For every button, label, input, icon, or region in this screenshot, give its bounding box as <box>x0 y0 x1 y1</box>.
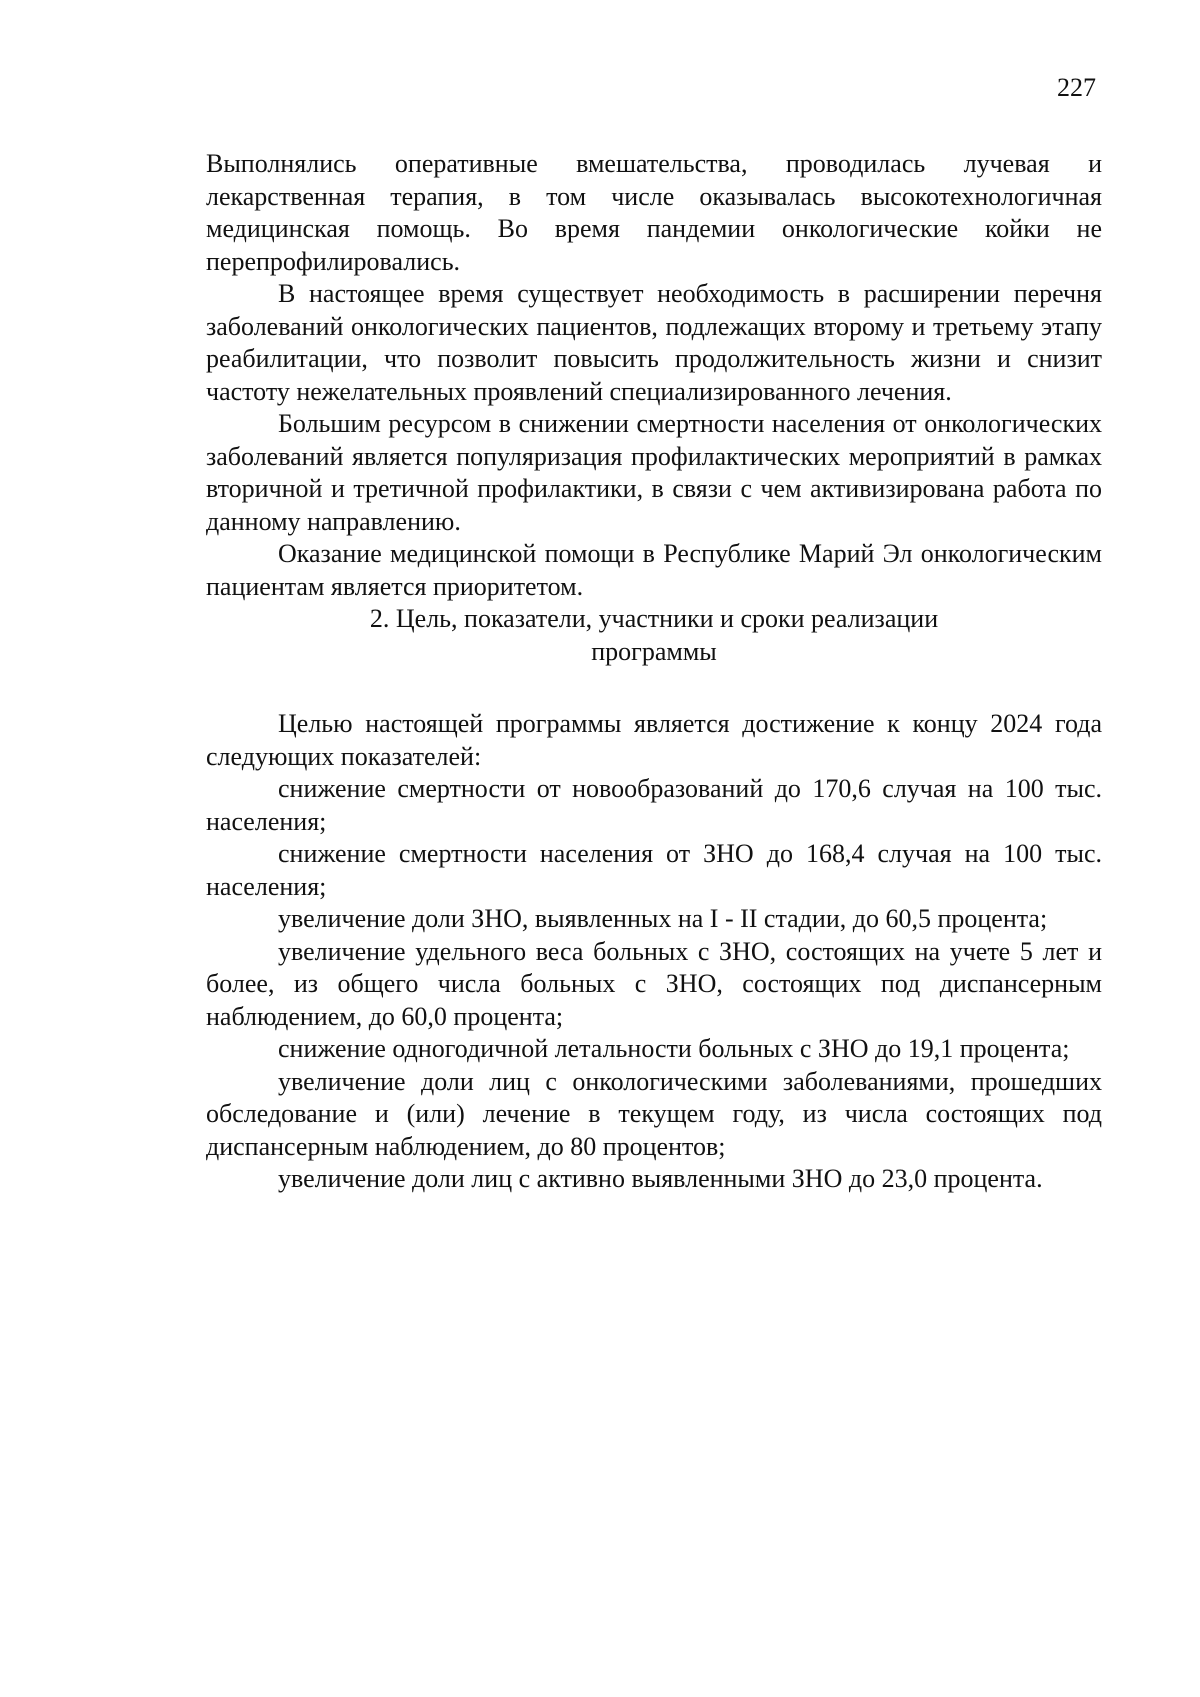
paragraph-intro-2: В настоящее время существует необходимость в расширении перечня заболеваний онкологических пациентов, подлежащих второму и третьему этапу реабилитации, что позволит повысить продолжительность жизни и снизит частоту нежелательных проявлений специализированного лечения. <box>206 279 1102 406</box>
page-content <box>206 148 1102 1196</box>
indicator-item-2: снижение смертности населения от ЗНО до 168,4 случая на 100 тыс. населения; <box>206 839 1102 901</box>
indicator-item-4: увеличение удельного веса больных с ЗНО, состоящих на учете 5 лет и более, из общего числа больных с ЗНО, состоящих под диспансерным наблюдением, до 60,0 процента; <box>206 936 1102 1031</box>
indicator-item-1: снижение смертности от новообразований до 170,6 случая на 100 тыс. населения; <box>206 774 1102 836</box>
indicator-item-6: увеличение доли лиц с онкологическими заболеваниями, прошедших обследование и (или) лечение в текущем году, из числа состоящих под диспансерным наблюдением, до 80 процентов; <box>206 1066 1102 1161</box>
section-title-line-1: 2. Цель, показатели, участники и сроки реализации <box>369 604 939 633</box>
paragraph-intro-4: Оказание медицинской помощи в Республике Марий Эл онкологическим пациентам является приоритетом. <box>206 539 1102 601</box>
section-title <box>206 603 1102 668</box>
paragraph-intro-3: Большим ресурсом в снижении смертности населения от онкологических заболеваний является популяризация профилактических мероприятий в рамках вторичной и третичной профилактики, в связи с чем активизирована работа по данному направлению. <box>206 409 1102 536</box>
indicator-item-3: увеличение доли ЗНО, выявленных на I - II стадии, до 60,5 процента; <box>278 904 1048 933</box>
paragraph-intro-1: Выполнялись оперативные вмешательства, проводилась лучевая и лекарственная терапия, в том числе оказывалась высокотехнологичная медицинская помощь. Во время пандемии онкологические койки не перепрофилировались. <box>206 149 1102 276</box>
indicator-item-7: увеличение доли лиц с активно выявленными ЗНО до 23,0 процента. <box>278 1164 1043 1193</box>
goal-intro: Целью настоящей программы является достижение к концу 2024 года следующих показателей: <box>206 709 1102 771</box>
page-number: 227 <box>1057 73 1096 102</box>
indicator-item-5: снижение одногодичной летальности больных с ЗНО до 19,1 процента; <box>278 1034 1070 1063</box>
section-title-line-2: программы <box>591 636 717 666</box>
